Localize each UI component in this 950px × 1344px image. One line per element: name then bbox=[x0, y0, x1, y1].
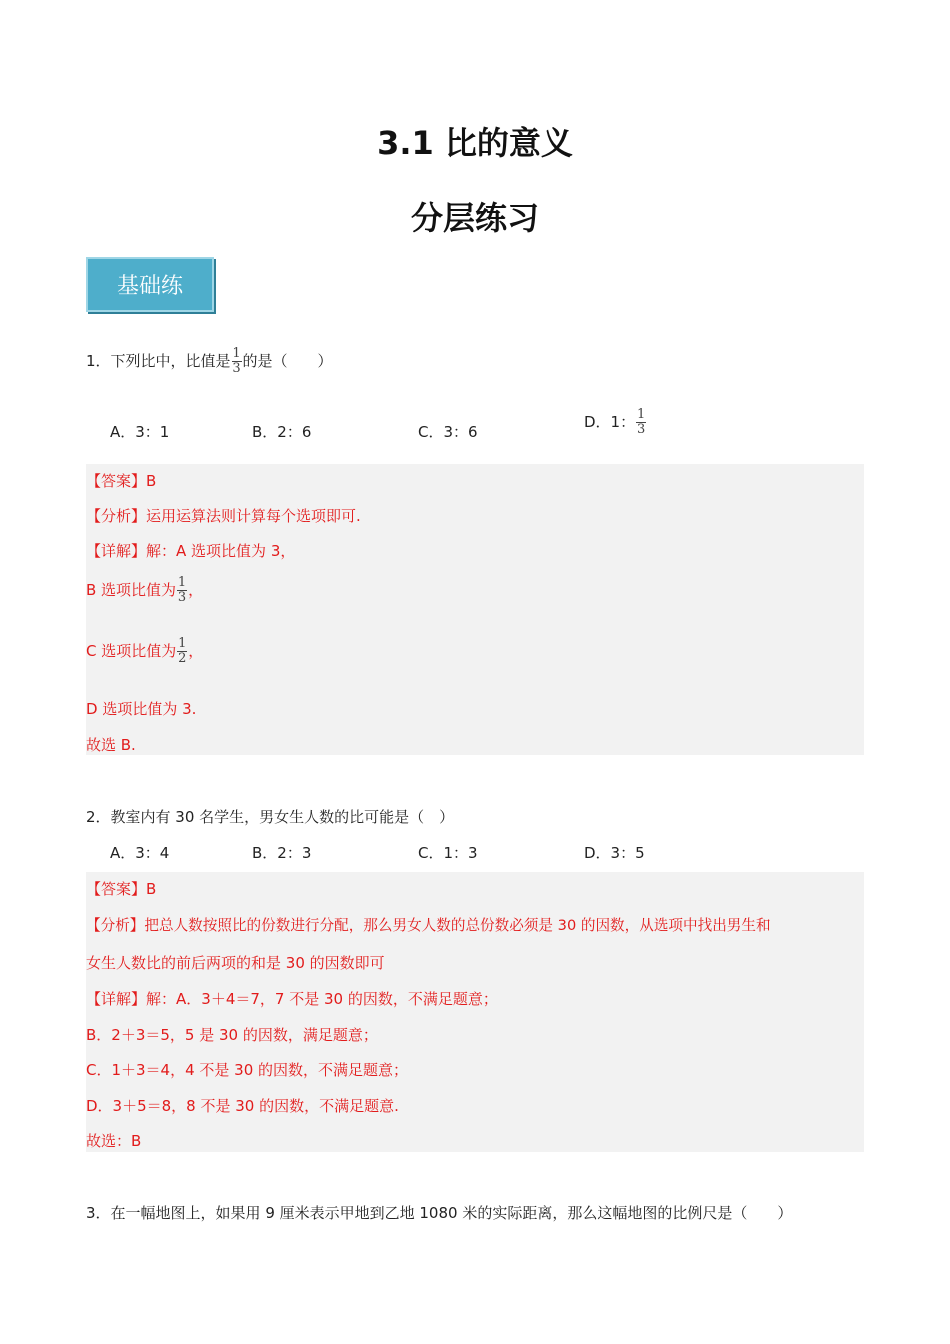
page-subtitle: 分层练习 bbox=[410, 199, 539, 237]
question-2-stem: 2．教室内有 30 名学生，男女生人数的比可能是（ ） bbox=[86, 808, 455, 826]
q1-detail-line-1 bbox=[86, 540, 295, 561]
option-d-label: D．1： bbox=[584, 413, 636, 431]
question-1-option-b: B．2：6 bbox=[252, 423, 312, 441]
q2-analysis-line-1 bbox=[86, 914, 771, 935]
question-2-option-a: A．3：4 bbox=[110, 844, 170, 862]
question-1-option-d bbox=[584, 408, 647, 437]
fraction-one-half bbox=[177, 637, 187, 666]
fraction-numerator: 1 bbox=[177, 575, 187, 590]
q1-analysis bbox=[86, 505, 361, 526]
answer-tag: 【答案】 bbox=[86, 880, 147, 898]
fraction-numerator: 1 bbox=[636, 407, 646, 422]
fraction-numerator: 1 bbox=[232, 346, 241, 361]
section-badge: 基础练 bbox=[86, 257, 214, 312]
fraction-numerator: 1 bbox=[178, 636, 187, 651]
fraction-one-third bbox=[636, 408, 646, 437]
fraction-denominator: 3 bbox=[232, 361, 241, 376]
question-1-option-c: C．3：6 bbox=[418, 423, 478, 441]
q1-detail-line-5: 故选 B. bbox=[86, 736, 136, 754]
q1-detail-line-2 bbox=[86, 576, 203, 605]
detail-text: 解：A 选项比值为 3， bbox=[146, 542, 296, 560]
detail-text: 解：A．3＋4＝7，7 不是 30 的因数，不满足题意； bbox=[146, 990, 498, 1008]
page-title: 3.1 比的意义 bbox=[377, 124, 573, 162]
detail-tag: 【详解】 bbox=[86, 542, 147, 560]
q1-detail-line-3 bbox=[86, 637, 203, 666]
detail-punct: ， bbox=[188, 581, 204, 599]
q2-detail-line-3: C．1＋3＝4，4 不是 30 的因数，不满足题意； bbox=[86, 1061, 409, 1079]
q1-answer bbox=[86, 470, 156, 491]
answer-text: B bbox=[146, 472, 157, 490]
question-3-stem: 3．在一幅地图上，如果用 9 厘米表示甲地到乙地 1080 米的实际距离，那么这幅地图的比例尺是（ ） bbox=[86, 1204, 793, 1222]
detail-text: C 选项比值为 bbox=[86, 642, 177, 660]
fraction-denominator: 2 bbox=[178, 651, 187, 666]
fraction-one-third bbox=[177, 576, 187, 605]
question-2-option-c: C．1：3 bbox=[418, 844, 478, 862]
question-1-stem bbox=[86, 347, 333, 376]
question-1-stem-pre: 1．下列比中，比值是 bbox=[86, 352, 231, 370]
analysis-text: 把总人数按照比的份数进行分配，那么男女人数的总份数必须是 30 的因数，从选项中找出男生和 bbox=[144, 917, 771, 934]
fraction-denominator: 3 bbox=[636, 422, 646, 437]
question-2-option-d: D．3：5 bbox=[584, 844, 645, 862]
fraction-one-third bbox=[232, 347, 242, 376]
q2-detail-line-1 bbox=[86, 988, 498, 1009]
q1-detail-line-4: D 选项比值为 3. bbox=[86, 700, 197, 718]
question-2-option-b: B．2：3 bbox=[252, 844, 312, 862]
analysis-tag: 【分析】 bbox=[86, 917, 145, 934]
answer-text: B bbox=[146, 880, 157, 898]
answer-tag: 【答案】 bbox=[86, 472, 147, 490]
fraction-denominator: 3 bbox=[177, 590, 187, 605]
question-1-option-a: A．3：1 bbox=[110, 423, 170, 441]
q2-detail-line-5: 故选：B bbox=[86, 1132, 142, 1150]
q2-answer bbox=[86, 878, 156, 899]
detail-punct: ， bbox=[188, 642, 204, 660]
analysis-text: 运用运算法则计算每个选项即可. bbox=[146, 507, 361, 525]
q2-detail-line-4: D．3＋5＝8，8 不是 30 的因数，不满足题意. bbox=[86, 1097, 399, 1115]
question-1-stem-post: 的是（ ） bbox=[242, 352, 333, 370]
detail-text: B 选项比值为 bbox=[86, 581, 177, 599]
q2-detail-line-2: B．2＋3＝5，5 是 30 的因数，满足题意； bbox=[86, 1026, 378, 1044]
analysis-tag: 【分析】 bbox=[86, 507, 147, 525]
detail-tag: 【详解】 bbox=[86, 990, 147, 1008]
q2-analysis-line-2: 女生人数比的前后两项的和是 30 的因数即可 bbox=[86, 954, 385, 972]
